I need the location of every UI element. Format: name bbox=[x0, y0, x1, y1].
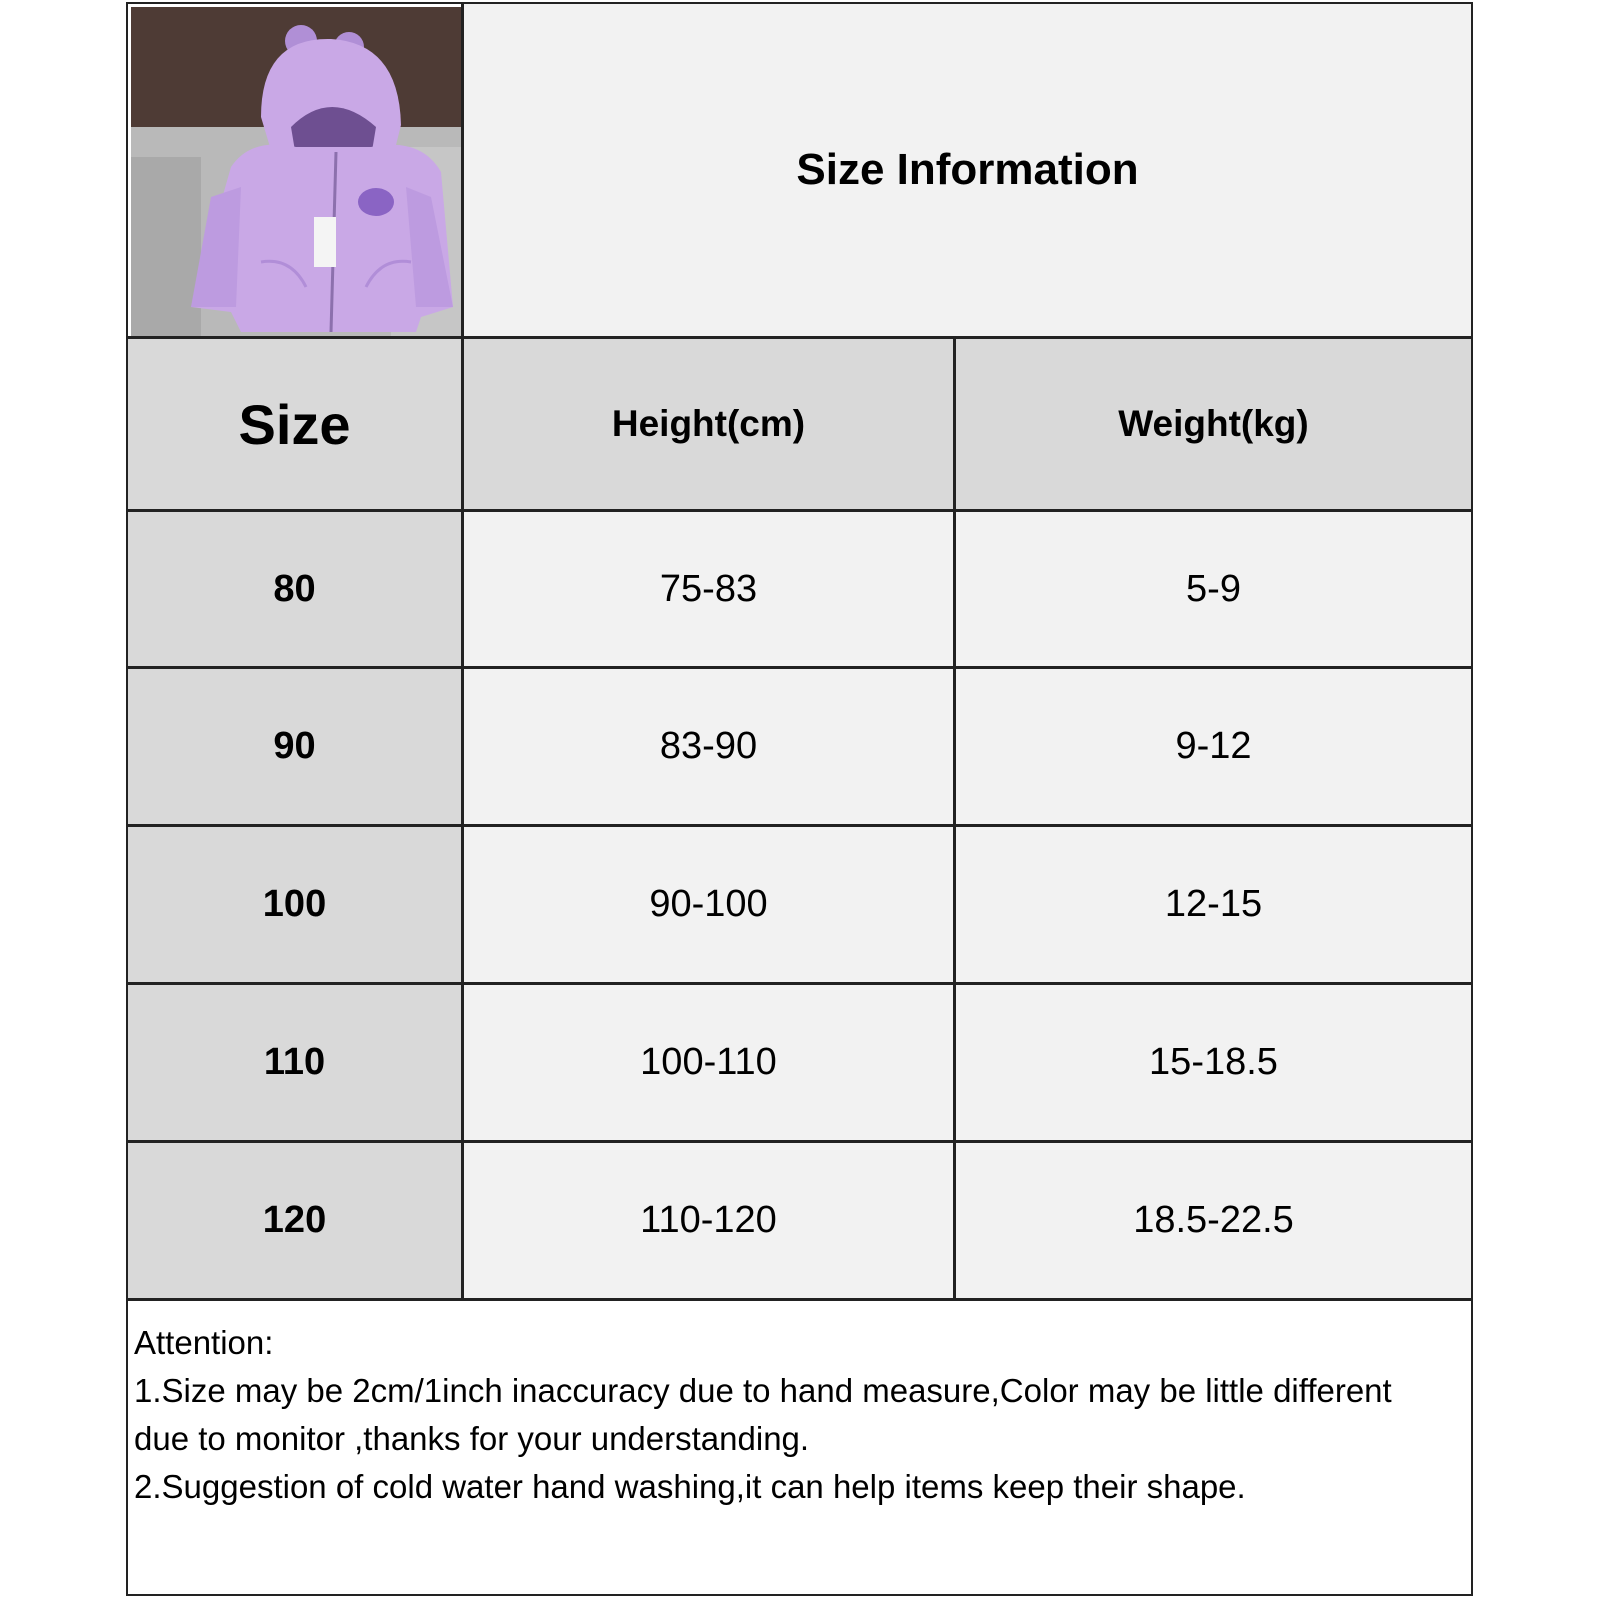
row-size: 80 bbox=[128, 512, 461, 666]
row-height: 90-100 bbox=[464, 827, 953, 982]
row-height: 110-120 bbox=[464, 1143, 953, 1298]
row-weight: 5-9 bbox=[956, 512, 1471, 666]
row-weight: 12-15 bbox=[956, 827, 1471, 982]
header-height: Height(cm) bbox=[464, 339, 953, 509]
note-item: 2.Suggestion of cold water hand washing,it can help items keep their shape. bbox=[134, 1468, 1246, 1505]
divider bbox=[461, 4, 464, 336]
row-weight: 18.5-22.5 bbox=[956, 1143, 1471, 1298]
row-size: 120 bbox=[128, 1143, 461, 1298]
row-size: 100 bbox=[128, 827, 461, 982]
purple-hoodie-photo-icon bbox=[131, 7, 461, 339]
row-size: 90 bbox=[128, 669, 461, 824]
product-photo bbox=[131, 7, 461, 339]
note-item: 1.Size may be 2cm/1inch inaccuracy due to hand measure,Color may be little different due to monitor ,thanks for your understanding. bbox=[134, 1372, 1392, 1457]
row-height: 83-90 bbox=[464, 669, 953, 824]
header-size: Size bbox=[128, 339, 461, 509]
attention-notes bbox=[134, 1319, 1451, 1511]
divider bbox=[461, 336, 464, 1301]
divider bbox=[953, 336, 956, 1301]
row-weight: 9-12 bbox=[956, 669, 1471, 824]
header-weight: Weight(kg) bbox=[956, 339, 1471, 509]
divider bbox=[128, 1298, 1471, 1301]
row-size: 110 bbox=[128, 985, 461, 1140]
row-height: 100-110 bbox=[464, 985, 953, 1140]
notes-heading: Attention: bbox=[134, 1324, 274, 1361]
row-weight: 15-18.5 bbox=[956, 985, 1471, 1140]
page-title: Size Information bbox=[464, 4, 1471, 336]
size-chart bbox=[126, 2, 1473, 1596]
row-height: 75-83 bbox=[464, 512, 953, 666]
